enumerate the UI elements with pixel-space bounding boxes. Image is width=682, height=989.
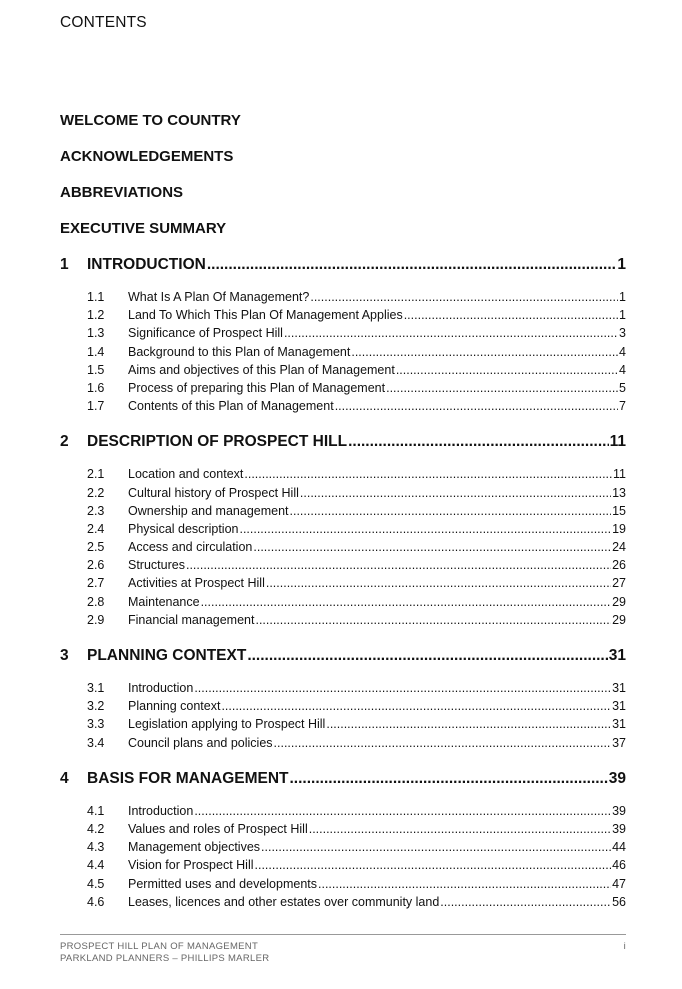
toc-section-heading[interactable]: [60, 768, 626, 790]
entry-number: 4.5: [87, 876, 105, 891]
toc-section-heading[interactable]: [60, 645, 626, 667]
dot-leader: [440, 893, 611, 911]
dot-leader: [239, 520, 611, 538]
dot-leader: [404, 306, 618, 324]
page-number: 27: [612, 576, 626, 591]
page-number: 1: [617, 256, 626, 273]
dot-leader: [284, 324, 618, 342]
entry-number: 2.1: [87, 467, 105, 482]
toc-entry[interactable]: [87, 288, 626, 306]
toc-entry[interactable]: [87, 802, 626, 820]
dot-leader: [261, 838, 611, 856]
dot-leader: [348, 431, 609, 453]
entry-title: Contents of this Plan of Management: [128, 399, 334, 414]
page-number: 29: [612, 612, 626, 627]
entry-number: 1.7: [87, 399, 105, 414]
entry-number: 2.7: [87, 576, 105, 591]
page-number: 4: [619, 344, 626, 359]
entry-title: Activities at Prospect Hill: [128, 576, 265, 591]
entry-title: Ownership and management: [128, 503, 289, 518]
toc-entry[interactable]: [87, 324, 626, 342]
page-number: 31: [612, 681, 626, 695]
toc-front-executive-summary[interactable]: EXECUTIVE SUMMARY: [60, 220, 227, 237]
dot-leader: [396, 361, 618, 379]
entry-title: Legislation applying to Prospect Hill: [128, 717, 326, 732]
entry-number: 2.3: [87, 503, 105, 518]
dot-leader: [326, 715, 611, 733]
entry-title: What Is A Plan Of Management?: [128, 290, 310, 304]
page-number: 4: [619, 362, 626, 377]
toc-entry[interactable]: [87, 556, 626, 574]
dot-leader: [300, 484, 611, 502]
page-number: 3: [619, 326, 626, 341]
dot-leader: [290, 768, 608, 790]
entry-number: 2.6: [87, 558, 105, 573]
toc-section-1: [60, 254, 626, 415]
page-number: 46: [612, 858, 626, 873]
dot-leader: [318, 875, 611, 893]
entry-number: 2.8: [87, 594, 105, 609]
dot-leader: [274, 734, 612, 752]
toc-entry[interactable]: [87, 574, 626, 592]
toc-entry[interactable]: [87, 697, 626, 715]
page-number: 31: [608, 647, 626, 664]
toc-section-heading[interactable]: [60, 431, 626, 453]
entry-title: Aims and objectives of this Plan of Management: [128, 362, 395, 377]
entry-title: Introduction: [128, 803, 194, 818]
toc-section-4: [60, 768, 626, 911]
page-number: 19: [612, 521, 626, 536]
entry-title: Financial management: [128, 612, 255, 627]
entry-title: Access and circulation: [128, 540, 253, 555]
section-number: 3: [60, 647, 69, 664]
page-number: 37: [612, 735, 626, 750]
entry-number: 2.2: [87, 485, 105, 500]
page-number: 1: [619, 290, 626, 304]
entry-number: 2.9: [87, 612, 105, 627]
toc-entry[interactable]: [87, 820, 626, 838]
dot-leader: [247, 645, 607, 667]
dot-leader: [351, 343, 618, 361]
page-number: 5: [619, 380, 626, 395]
toc-entry[interactable]: [87, 838, 626, 856]
entry-number: 4.1: [87, 803, 105, 818]
dot-leader: [266, 574, 611, 592]
toc-front-welcome[interactable]: WELCOME TO COUNTRY: [60, 112, 241, 129]
toc-entry[interactable]: [87, 679, 626, 697]
page-number: 39: [612, 803, 626, 818]
footer-document-title: PROSPECT HILL PLAN OF MANAGEMENT: [60, 941, 259, 952]
page-number: 29: [612, 594, 626, 609]
toc-entry[interactable]: [87, 379, 626, 397]
entry-number: 2.4: [87, 521, 105, 536]
section-number: 2: [60, 433, 69, 451]
section-title: BASIS FOR MANAGEMENT: [87, 769, 289, 787]
toc-section-3: [60, 645, 626, 752]
entry-title: Background to this Plan of Management: [128, 344, 351, 359]
dot-leader: [335, 397, 618, 415]
footer-authors: PARKLAND PLANNERS – PHILLIPS MARLER: [60, 953, 270, 964]
dot-leader: [207, 254, 617, 276]
toc-entry[interactable]: [87, 875, 626, 893]
page-number: 11: [609, 433, 626, 451]
section-number: 1: [60, 256, 69, 273]
entry-number: 2.5: [87, 540, 105, 555]
entry-number: 4.3: [87, 840, 105, 855]
dot-leader: [221, 697, 611, 715]
page-number: 56: [612, 894, 626, 909]
entry-title: Structures: [128, 558, 185, 573]
page-number: 47: [612, 876, 626, 891]
entry-title: Planning context: [128, 699, 221, 714]
entry-title: Vision for Prospect Hill: [128, 858, 254, 873]
entry-title: Leases, licences and other estates over community land: [128, 894, 440, 909]
toc-entry[interactable]: [87, 397, 626, 415]
entry-title: Process of preparing this Plan of Management: [128, 380, 386, 395]
entry-title: Permitted uses and developments: [128, 876, 317, 891]
entry-number: 1.3: [87, 326, 105, 341]
entry-number: 1.6: [87, 380, 105, 395]
page-number: 15: [612, 503, 626, 518]
section-number: 4: [60, 769, 69, 787]
toc-section-heading[interactable]: [60, 254, 626, 276]
toc-entry[interactable]: [87, 361, 626, 379]
toc-entry[interactable]: [87, 856, 626, 874]
dot-leader: [255, 611, 611, 629]
page-number: 26: [612, 558, 626, 573]
dot-leader: [253, 538, 611, 556]
entry-number: 3.2: [87, 699, 105, 714]
dot-leader: [194, 679, 611, 697]
entry-title: Values and roles of Prospect Hill: [128, 821, 308, 836]
section-title: INTRODUCTION: [87, 256, 206, 273]
toc-entry[interactable]: [87, 611, 626, 629]
page-number: 31: [612, 699, 626, 714]
toc-entry[interactable]: [87, 538, 626, 556]
entry-number: 4.6: [87, 894, 105, 909]
dot-leader: [386, 379, 618, 397]
toc-front-acknowledgements[interactable]: ACKNOWLEDGEMENTS: [60, 148, 234, 165]
page-number: 44: [612, 840, 626, 855]
front-matter: [60, 110, 626, 254]
entry-title: Council plans and policies: [128, 735, 273, 750]
entry-number: 4.4: [87, 858, 105, 873]
page-number: 13: [612, 485, 626, 500]
dot-leader: [310, 288, 618, 306]
dot-leader: [201, 593, 612, 611]
toc-entry[interactable]: [87, 593, 626, 611]
entry-title: Cultural history of Prospect Hill: [128, 485, 299, 500]
dot-leader: [244, 465, 612, 483]
toc-entry[interactable]: [87, 715, 626, 733]
entry-number: 3.3: [87, 717, 105, 732]
entry-title: Introduction: [128, 681, 194, 695]
entry-number: 1.4: [87, 344, 105, 359]
dot-leader: [290, 502, 612, 520]
toc-entry[interactable]: [87, 343, 626, 361]
section-title: DESCRIPTION OF PROSPECT HILL: [87, 433, 348, 451]
toc-entry[interactable]: [87, 484, 626, 502]
toc-front-abbreviations[interactable]: ABBREVIATIONS: [60, 184, 184, 201]
dot-leader: [309, 820, 611, 838]
entry-title: Location and context: [128, 467, 244, 482]
entry-number: 4.2: [87, 821, 105, 836]
page-footer: [60, 934, 626, 965]
toc-entry[interactable]: [87, 465, 626, 483]
dot-leader: [255, 856, 612, 874]
footer-page-number: i: [623, 941, 626, 952]
entry-title: Land To Which This Plan Of Management Applies: [128, 308, 403, 323]
page-number: 7: [619, 399, 626, 414]
page-number: 11: [613, 467, 626, 482]
toc-entry[interactable]: [87, 502, 626, 520]
page-title: CONTENTS: [60, 14, 147, 31]
entry-number: 3.4: [87, 735, 105, 750]
entry-number: 1.5: [87, 362, 105, 377]
page-number: 24: [612, 540, 626, 555]
page-number: 1: [619, 308, 626, 323]
page-number: 39: [608, 769, 626, 787]
dot-leader: [186, 556, 611, 574]
toc-entry[interactable]: [87, 893, 626, 911]
entry-number: 1.2: [87, 308, 105, 323]
toc-entry[interactable]: [87, 734, 626, 752]
dot-leader: [194, 802, 611, 820]
entry-number: 1.1: [87, 290, 105, 304]
table-of-contents: [60, 110, 626, 927]
entry-number: 3.1: [87, 681, 105, 695]
page-number: 31: [612, 717, 626, 732]
entry-title: Maintenance: [128, 594, 200, 609]
toc-section-2: [60, 431, 626, 629]
entry-title: Physical description: [128, 521, 239, 536]
toc-entry[interactable]: [87, 520, 626, 538]
toc-entry[interactable]: [87, 306, 626, 324]
page-number: 39: [612, 821, 626, 836]
entry-title: Significance of Prospect Hill: [128, 326, 283, 341]
section-title: PLANNING CONTEXT: [87, 647, 247, 664]
entry-title: Management objectives: [128, 840, 261, 855]
